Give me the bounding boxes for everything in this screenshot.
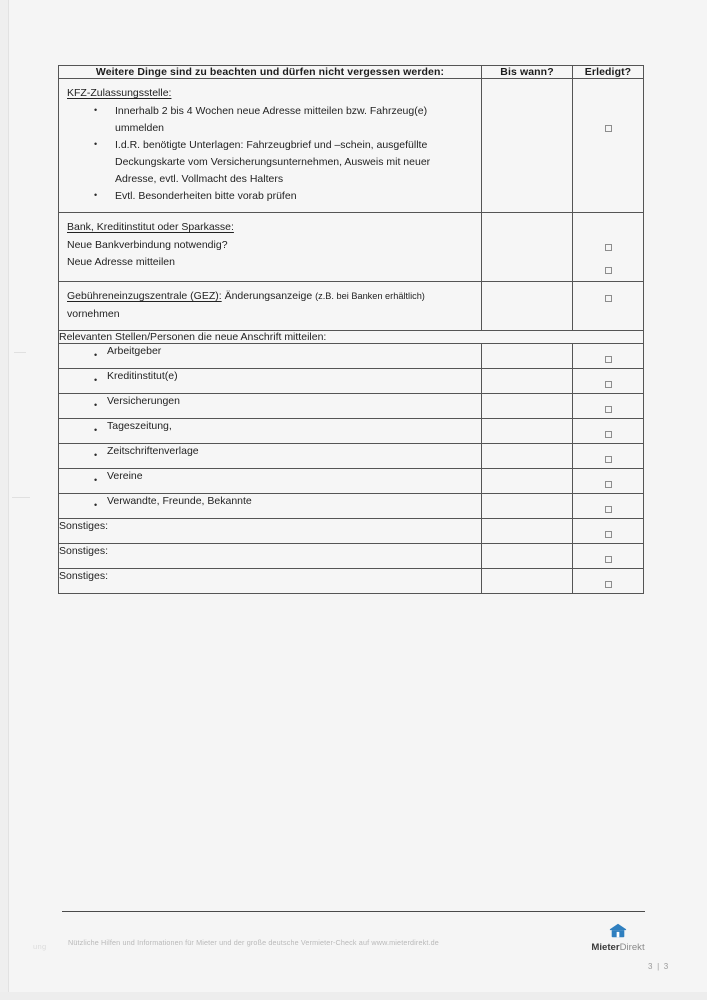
row-done-cell[interactable] <box>573 419 644 444</box>
row-label-cell <box>59 344 482 369</box>
footer-tagline: Nützliche Hilfen und Informationen für Mieter und der große deutsche Vermieter-Check auf www.mieterdirekt.de <box>68 938 439 947</box>
bank-heading: Bank, Kreditinstitut oder Sparkasse: <box>67 221 234 233</box>
table-row-gez <box>59 282 644 331</box>
bank-done-cell[interactable] <box>573 213 644 282</box>
checkbox-bank-new-account[interactable] <box>605 244 612 251</box>
table-row <box>59 444 644 469</box>
kfz-heading: KFZ-Zulassungsstelle: <box>67 87 172 99</box>
row-due-value <box>482 569 572 579</box>
row-due-cell[interactable] <box>482 444 573 469</box>
relevant-parties-heading: Relevanten Stellen/Personen die neue Anschrift mitteilen: <box>59 331 644 344</box>
row-done-cell[interactable] <box>573 519 644 544</box>
row-label-cell <box>59 444 482 469</box>
header-due-date: Bis wann? <box>482 66 573 79</box>
row-done-cell[interactable] <box>573 394 644 419</box>
gez-content-cell <box>59 282 482 331</box>
bullet-icon: • <box>94 500 98 510</box>
row-done-cell[interactable] <box>573 444 644 469</box>
checkbox-vereine[interactable] <box>605 481 612 488</box>
table-row <box>59 519 644 544</box>
row-done-cell[interactable] <box>573 569 644 594</box>
row-label-cell <box>59 469 482 494</box>
margin-artifact-2 <box>12 497 30 498</box>
row-due-cell[interactable] <box>482 569 573 594</box>
checkbox-kfz[interactable] <box>605 125 612 132</box>
table-row-kfz <box>59 79 644 213</box>
page-left-edge <box>0 0 8 1000</box>
header-main-tasks: Weitere Dinge sind zu beachten und dürfen nicht vergessen werden: <box>59 66 482 79</box>
row-label-cell[interactable]: Sonstiges: <box>59 519 482 544</box>
brand-name-bold: Mieter <box>591 942 620 953</box>
page-number: 3 | 3 <box>648 962 670 971</box>
kfz-due-cell[interactable] <box>482 79 573 213</box>
row-due-value <box>482 394 572 404</box>
row-due-cell[interactable] <box>482 369 573 394</box>
table-row-bank <box>59 213 644 282</box>
bullet-icon: • <box>94 350 98 360</box>
row-label-cell <box>59 394 482 419</box>
row-due-value <box>482 469 572 479</box>
row-due-value <box>482 494 572 504</box>
gez-heading: Gebühreneinzugszentrale (GEZ): <box>67 290 222 302</box>
brand-logo <box>570 922 666 953</box>
row-label-cell <box>59 494 482 519</box>
gez-done-cell[interactable] <box>573 282 644 331</box>
bullet-icon: • <box>94 425 98 435</box>
row-label-cell[interactable]: Sonstiges: <box>59 569 482 594</box>
row-due-cell[interactable] <box>482 494 573 519</box>
bullet-icon: • <box>94 375 98 385</box>
row-due-value <box>482 519 572 529</box>
table-row <box>59 344 644 369</box>
row-due-cell[interactable] <box>482 544 573 569</box>
table-header-row <box>59 66 644 79</box>
table-row <box>59 544 644 569</box>
row-due-value <box>482 444 572 454</box>
gez-note: (z.B. bei Banken erhältlich) <box>315 291 425 301</box>
table-row <box>59 494 644 519</box>
margin-artifact-1 <box>14 352 26 353</box>
brand-wordmark <box>570 942 666 953</box>
checkbox-verwandte[interactable] <box>605 506 612 513</box>
row-label-cell <box>59 369 482 394</box>
row-label-cell[interactable]: Sonstiges: <box>59 544 482 569</box>
bank-line-1: Neue Bankverbindung notwendig? <box>67 239 228 251</box>
row-label: Versicherungen <box>107 395 180 407</box>
table-row <box>59 569 644 594</box>
row-label: Vereine <box>107 470 143 482</box>
row-label: Kreditinstitut(e) <box>107 370 178 382</box>
row-due-cell[interactable] <box>482 419 573 444</box>
checkbox-arbeitgeber[interactable] <box>605 356 612 363</box>
kfz-due-value <box>482 79 572 92</box>
bank-due-value <box>482 213 572 226</box>
brand-name-light: Direkt <box>619 942 645 953</box>
checkbox-sonstiges-2[interactable] <box>605 556 612 563</box>
bullet-icon: • <box>94 450 98 460</box>
house-shield-icon <box>607 922 629 940</box>
row-due-cell[interactable] <box>482 469 573 494</box>
table-row <box>59 469 644 494</box>
row-label: Verwandte, Freunde, Bekannte <box>107 495 252 507</box>
row-label-cell <box>59 419 482 444</box>
row-due-value <box>482 369 572 379</box>
table-row <box>59 394 644 419</box>
checkbox-sonstiges-3[interactable] <box>605 581 612 588</box>
kfz-content-cell <box>59 79 482 213</box>
bullet-icon: • <box>94 475 98 485</box>
margin-ghost-text: ung <box>33 942 47 951</box>
row-done-cell[interactable] <box>573 494 644 519</box>
checkbox-gez[interactable] <box>605 295 612 302</box>
header-completed: Erledigt? <box>573 66 644 79</box>
footer-divider <box>62 911 645 912</box>
gez-due-value <box>482 282 572 295</box>
row-done-cell[interactable] <box>573 469 644 494</box>
checkbox-kreditinstitut[interactable] <box>605 381 612 388</box>
table-row <box>59 419 644 444</box>
row-due-value <box>482 544 572 554</box>
row-done-cell[interactable] <box>573 369 644 394</box>
row-label: Arbeitgeber <box>107 345 162 357</box>
table-row-relevant-parties-heading <box>59 331 644 344</box>
kfz-bullet-1: • Innerhalb 2 bis 4 Wochen neue Adresse mitteilen bzw. Fahrzeug(e) ummelden <box>67 103 473 137</box>
bank-line-2: Neue Adresse mitteilen <box>67 256 175 268</box>
row-due-cell[interactable] <box>482 519 573 544</box>
row-due-value <box>482 344 572 354</box>
gez-text: Änderungsanzeige <box>221 290 316 302</box>
moving-checklist-table <box>58 65 644 594</box>
row-due-cell[interactable] <box>482 344 573 369</box>
checkbox-zeitschriftenverlage[interactable] <box>605 456 612 463</box>
bank-due-cell[interactable] <box>482 213 573 282</box>
bank-content-cell <box>59 213 482 282</box>
row-label: Tageszeitung, <box>107 420 172 432</box>
checkbox-sonstiges-1[interactable] <box>605 531 612 538</box>
kfz-done-cell[interactable] <box>573 79 644 213</box>
kfz-bullet-list <box>67 103 473 205</box>
page-bottom-edge <box>0 992 707 1000</box>
checkbox-bank-new-address[interactable] <box>605 267 612 274</box>
checkbox-tageszeitung[interactable] <box>605 431 612 438</box>
row-due-value <box>482 419 572 429</box>
checkbox-versicherungen[interactable] <box>605 406 612 413</box>
row-done-cell[interactable] <box>573 344 644 369</box>
row-label: Zeitschriftenverlage <box>107 445 199 457</box>
row-done-cell[interactable] <box>573 544 644 569</box>
bullet-icon: • <box>94 400 98 410</box>
table-row <box>59 369 644 394</box>
kfz-bullet-3: • Evtl. Besonderheiten bitte vorab prüfen <box>67 188 473 205</box>
kfz-bullet-2: • I.d.R. benötigte Unterlagen: Fahrzeugbrief und –schein, ausgefüllte Deckungskarte vom Versicherungsunternehmen, Ausweis mit neuer Adresse, evtl. Vollmacht des Halters <box>67 137 473 188</box>
gez-line-2: vornehmen <box>67 308 120 320</box>
gez-due-cell[interactable] <box>482 282 573 331</box>
row-due-cell[interactable] <box>482 394 573 419</box>
